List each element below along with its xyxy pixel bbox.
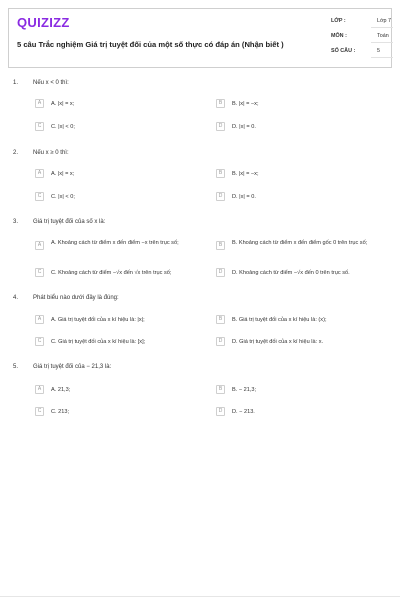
option-text: D. Khoảng cách từ điểm −√x đến 0 trên trục số. — [232, 270, 350, 276]
question-text: Phát biểu nào dưới đây là đúng: — [33, 295, 119, 301]
meta-subject-label: MÔN : — [331, 33, 347, 39]
option-text: A. Giá trị tuyệt đối của x kí hiệu là: |x|; — [51, 317, 145, 323]
page-bottom-divider — [0, 596, 400, 597]
quizizz-logo: QUIZIZZ — [17, 15, 70, 30]
option-letter-box: D — [216, 407, 225, 416]
option-letter-box: C — [35, 268, 44, 277]
meta-subject-value: Toán — [377, 33, 389, 39]
option-letter-box: D — [216, 337, 225, 346]
option-letter-box: B — [216, 99, 225, 108]
option-letter-box: D — [216, 268, 225, 277]
question-number: 1. — [13, 80, 19, 86]
question-number: 4. — [13, 295, 19, 301]
option-letter-box: D — [216, 192, 225, 201]
option-letter-box: A — [35, 169, 44, 178]
meta-subject — [331, 33, 393, 45]
option-text: C. Giá trị tuyệt đối của x kí hiệu là: [x]; — [51, 339, 146, 345]
option-letter-box: C — [35, 407, 44, 416]
option-text: B. − 21,3; — [232, 387, 257, 393]
meta-class-underline — [371, 27, 393, 28]
meta-class-value: Lớp 7 — [377, 18, 392, 24]
option-text: B. Khoảng cách từ điểm x đến điểm gốc 0 trên trục số; — [232, 240, 368, 246]
meta-class — [331, 18, 393, 30]
question-text: Giá trị tuyệt đối của − 21,3 là: — [33, 364, 112, 370]
option-text: C. |x| < 0; — [51, 124, 75, 130]
meta-count — [331, 48, 393, 60]
option-letter-box: D — [216, 122, 225, 131]
option-text: D. |x| = 0. — [232, 124, 256, 130]
question-text: Nếu x < 0 thì: — [33, 80, 69, 86]
option-text: B. |x| = −x; — [232, 101, 259, 107]
meta-count-underline — [371, 57, 393, 58]
option-text: D. − 213. — [232, 409, 255, 415]
option-text: C. Khoảng cách từ điểm −√x đến √x trên trục số; — [51, 270, 172, 276]
option-letter-box: A — [35, 99, 44, 108]
worksheet-meta — [331, 9, 393, 67]
option-letter-box: B — [216, 169, 225, 178]
option-text: C. 213; — [51, 409, 70, 415]
option-letter-box: A — [35, 385, 44, 394]
question-text: Nếu x ≥ 0 thì: — [33, 150, 69, 156]
meta-count-label: SỐ CÂU : — [331, 48, 356, 54]
meta-subject-underline — [371, 42, 393, 43]
option-letter-box: C — [35, 192, 44, 201]
question-number: 2. — [13, 150, 19, 156]
meta-class-label: LỚP : — [331, 18, 346, 24]
question-number: 5. — [13, 364, 19, 370]
option-text: A. 21,3; — [51, 387, 71, 393]
option-letter-box: A — [35, 241, 44, 250]
worksheet-header — [8, 8, 392, 68]
worksheet-title: 5 câu Trắc nghiệm Giá trị tuyệt đối của một số thực có đáp án (Nhận biết ) — [17, 40, 284, 49]
option-letter-box: A — [35, 315, 44, 324]
question-number: 3. — [13, 219, 19, 225]
option-letter-box: B — [216, 385, 225, 394]
option-letter-box: B — [216, 315, 225, 324]
option-text: B. |x| = −x; — [232, 171, 259, 177]
option-text: A. |x| = x; — [51, 171, 75, 177]
option-text: D. Giá trị tuyệt đối của x kí hiệu là: x. — [232, 339, 324, 345]
option-letter-box: B — [216, 241, 225, 250]
meta-count-value: 5 — [377, 48, 380, 54]
option-text: A. |x| = x; — [51, 101, 75, 107]
option-text: A. Khoảng cách từ điểm x đến điểm −x trên trục số; — [51, 240, 179, 246]
option-letter-box: C — [35, 122, 44, 131]
question-text: Giá trị tuyệt đối của số x là: — [33, 219, 106, 225]
option-text: C. |x| < 0; — [51, 194, 75, 200]
option-letter-box: C — [35, 337, 44, 346]
option-text: B. Giá trị tuyệt đối của x kí hiệu là: (x); — [232, 317, 327, 323]
option-text: D. |x| = 0. — [232, 194, 256, 200]
